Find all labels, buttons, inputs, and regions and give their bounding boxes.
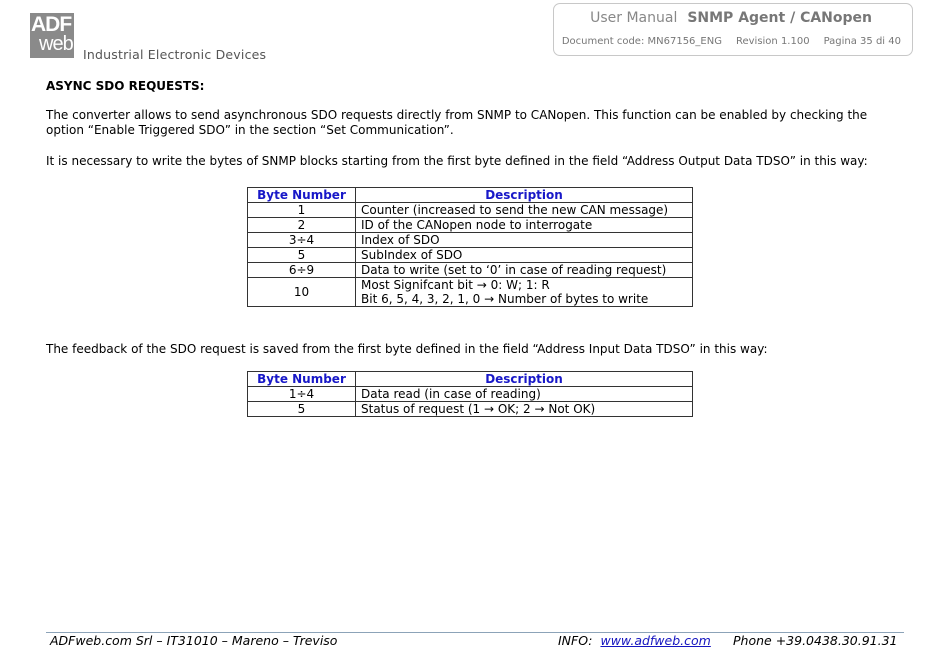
page-number: Pagina 35 di 40 bbox=[823, 36, 901, 47]
byte-number-cell: 1÷4 bbox=[248, 387, 356, 402]
description-line-1: Most Signifcant bit → 0: W; 1: R bbox=[361, 278, 550, 292]
logo-text-line2: web bbox=[39, 33, 73, 55]
input-data-table bbox=[247, 371, 693, 417]
description-cell: Status of request (1 → OK; 2 → Not OK) bbox=[356, 402, 693, 417]
table-row bbox=[248, 278, 693, 307]
intro-line-2: option “Enable Triggered SDO” in the section “Set Communication”. bbox=[46, 123, 454, 137]
description-line-2: Bit 6, 5, 4, 3, 2, 1, 0 → Number of bytes to write bbox=[361, 292, 649, 306]
description-cell bbox=[356, 278, 693, 307]
intro-line-1: The converter allows to send asynchronous SDO requests directly from SNMP to CANopen. This function can be enabled by checking the bbox=[46, 108, 868, 122]
byte-number-cell: 6÷9 bbox=[248, 263, 356, 278]
product-name: SNMP Agent / CANopen bbox=[687, 10, 872, 26]
table-row bbox=[248, 233, 693, 248]
table-header-row bbox=[248, 372, 693, 387]
byte-number-cell: 3÷4 bbox=[248, 233, 356, 248]
logo-text-line1: ADF bbox=[31, 13, 72, 36]
section-heading: ASYNC SDO REQUESTS: bbox=[46, 79, 205, 93]
revision: Revision 1.100 bbox=[735, 36, 810, 47]
table-row bbox=[248, 248, 693, 263]
column-header-description: Description bbox=[356, 188, 693, 203]
document-code: Document code: MN67156_ENG bbox=[561, 36, 722, 47]
output-instructions: It is necessary to write the bytes of SNMP blocks starting from the first byte defined in the field “Address Output Data TDSO” in this way: bbox=[46, 154, 868, 168]
byte-number-cell: 10 bbox=[248, 278, 356, 307]
feedback-instructions: The feedback of the SDO request is saved from the first byte defined in the field “Address Input Data TDSO” in this way: bbox=[46, 342, 768, 356]
byte-number-cell: 2 bbox=[248, 218, 356, 233]
description-cell: SubIndex of SDO bbox=[356, 248, 693, 263]
description-cell: Data to write (set to ‘0’ in case of reading request) bbox=[356, 263, 693, 278]
description-cell: Index of SDO bbox=[356, 233, 693, 248]
manual-label: User Manual bbox=[590, 10, 678, 26]
description-cell: Data read (in case of reading) bbox=[356, 387, 693, 402]
website-link[interactable]: www.adfweb.com bbox=[600, 633, 711, 648]
table-row bbox=[248, 387, 693, 402]
table-row bbox=[248, 402, 693, 417]
description-cell: Counter (increased to send the new CAN message) bbox=[356, 203, 693, 218]
column-header-byte-number: Byte Number bbox=[248, 188, 356, 203]
column-header-byte-number: Byte Number bbox=[248, 372, 356, 387]
column-header-description: Description bbox=[356, 372, 693, 387]
table-row bbox=[248, 263, 693, 278]
footer-phone: Phone +39.0438.30.91.31 bbox=[733, 633, 898, 648]
byte-number-cell: 5 bbox=[248, 248, 356, 263]
document-title bbox=[590, 10, 872, 26]
table-row bbox=[248, 218, 693, 233]
table-header-row bbox=[248, 188, 693, 203]
info-label: INFO: bbox=[558, 633, 593, 648]
adfweb-logo bbox=[30, 13, 74, 58]
intro-paragraph bbox=[46, 108, 867, 138]
table-row bbox=[248, 203, 693, 218]
company-tagline: Industrial Electronic Devices bbox=[83, 47, 267, 62]
byte-number-cell: 5 bbox=[248, 402, 356, 417]
document-meta bbox=[562, 36, 901, 47]
output-data-table bbox=[247, 187, 693, 307]
footer-company: ADFweb.com Srl – IT31010 – Mareno – Treviso bbox=[50, 633, 338, 648]
document-header-box bbox=[553, 3, 913, 56]
footer-info bbox=[558, 633, 711, 648]
description-cell: ID of the CANopen node to interrogate bbox=[356, 218, 693, 233]
byte-number-cell: 1 bbox=[248, 203, 356, 218]
